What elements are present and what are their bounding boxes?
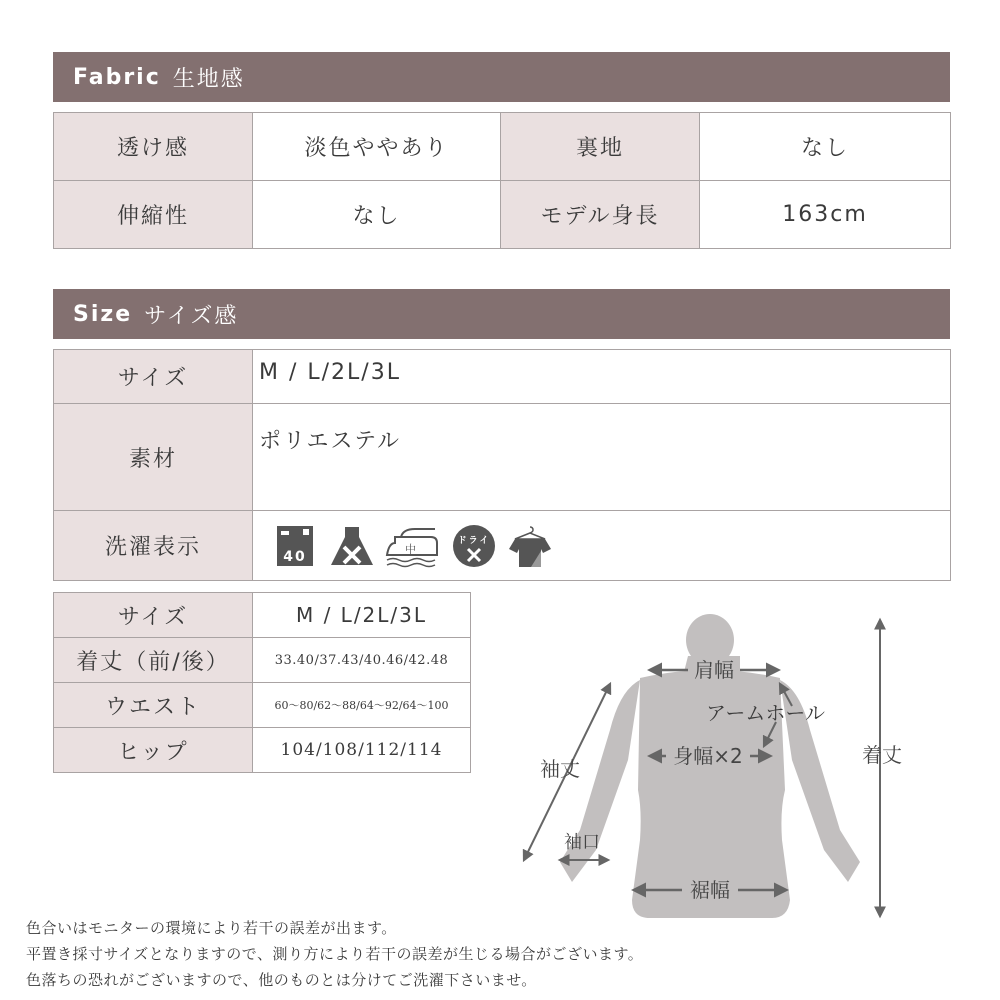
- hem-label: 裾幅: [690, 878, 730, 902]
- model-height-label: モデル身長: [501, 181, 700, 249]
- armhole-label: アームホール: [706, 701, 825, 725]
- model-height-value: 163cm: [700, 181, 951, 249]
- fabric-header: [53, 52, 950, 102]
- table-row: [54, 511, 951, 581]
- wash-40-text: 40: [283, 548, 307, 565]
- hip-value: 104/108/112/114: [253, 728, 471, 773]
- length-value: 33.40/37.43/40.46/42.48: [253, 638, 471, 683]
- transparency-label: 透け感: [54, 113, 253, 181]
- care-icons: [253, 511, 951, 581]
- wash-40-icon: [273, 523, 319, 569]
- spec-table: [53, 349, 951, 581]
- stretch-value: なし: [253, 181, 501, 249]
- note-line: 色合いはモニターの環境により若干の誤差が出ます。: [26, 919, 397, 937]
- fabric-table: [53, 112, 951, 249]
- shoulder-label: 肩幅: [694, 658, 734, 682]
- length-label: 着丈（前/後）: [54, 638, 253, 683]
- size-title-jp: サイズ感: [144, 303, 239, 329]
- length-label: 着丈: [862, 743, 902, 767]
- lining-value: なし: [700, 113, 951, 181]
- notes: [26, 915, 643, 993]
- iron-medium-icon: [385, 523, 441, 569]
- sleeve-length-label: 袖丈: [540, 757, 580, 781]
- waist-label: ウエスト: [54, 683, 253, 728]
- stretch-label: 伸縮性: [54, 181, 253, 249]
- iron-medium-text: 中: [405, 542, 418, 556]
- material-value: ポリエステル: [253, 404, 951, 511]
- care-label: 洗濯表示: [54, 511, 253, 581]
- measurement-diagram: [510, 600, 930, 930]
- hip-label: ヒップ: [54, 728, 253, 773]
- table-row: [54, 404, 951, 511]
- dry-clean-no-icon: [451, 523, 497, 569]
- measurement-table: [53, 592, 471, 773]
- table-row: [54, 683, 471, 728]
- transparency-value: 淡色ややあり: [253, 113, 501, 181]
- note-line: 色落ちの恐れがございますので、他のものとは分けてご洗濯下さいませ。: [26, 971, 537, 989]
- table-row: [54, 113, 951, 181]
- size-value: M / L/2L/3L: [253, 350, 951, 404]
- table-row: [54, 638, 471, 683]
- size-header: [53, 289, 950, 339]
- measure-size-value: M / L/2L/3L: [253, 593, 471, 638]
- waist-value: 60～80/62～88/64～92/64～100: [253, 683, 471, 728]
- fabric-title-jp: 生地感: [172, 66, 245, 92]
- lining-label: 裏地: [501, 113, 700, 181]
- dry-clean-text: ドライ: [457, 535, 491, 546]
- cuff-label: 袖口: [564, 832, 600, 853]
- body-width-label: 身幅×2: [673, 744, 743, 768]
- material-label: 素材: [54, 404, 253, 511]
- no-bleach-icon: [329, 523, 375, 569]
- table-row: [54, 350, 951, 404]
- table-row: [54, 728, 471, 773]
- table-row: [54, 593, 471, 638]
- size-title-en: Size: [73, 301, 133, 327]
- measure-size-label: サイズ: [54, 593, 253, 638]
- hang-dry-icon: [507, 523, 553, 569]
- size-label: サイズ: [54, 350, 253, 404]
- fabric-title-en: Fabric: [73, 64, 161, 90]
- table-row: [54, 181, 951, 249]
- note-line: 平置き採寸サイズとなりますので、測り方により若干の誤差が生じる場合がございます。: [26, 945, 644, 963]
